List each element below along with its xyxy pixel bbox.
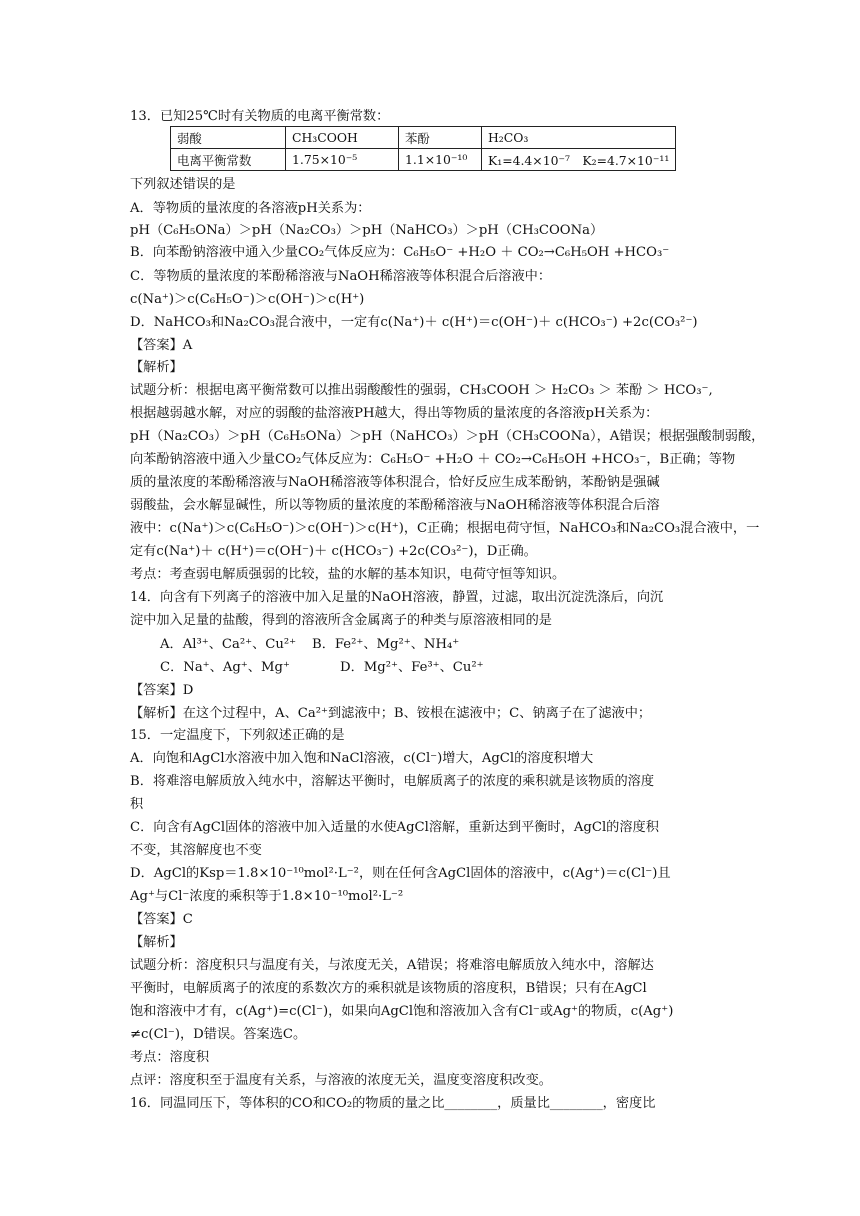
text-line: pH（Na₂CO₃）＞pH（C₆H₅ONa）＞pH（NaHCO₃）＞pH（CH₃COONa），A错误；根据强酸制弱酸，	[130, 429, 765, 444]
table-header-row	[171, 127, 676, 149]
q16-stem: 16．同温同压下，等体积的CO和CO₂的物质的量之比________，质量比________，密度比	[130, 1096, 656, 1111]
analysis-label: 【解析】	[130, 935, 183, 950]
text-line: 弱酸盐，会水解显碱性，所以等物质的量浓度的苯酚稀溶液与NaOH稀溶液等体积混合后溶	[130, 498, 660, 513]
table-cell: 苯酚	[399, 127, 482, 149]
q15-stem: 15．一定温度下，下列叙述正确的是	[130, 728, 345, 743]
text-line: 液中：c(Na⁺)＞c(C₆H₅O⁻)＞c(OH⁻)＞c(H⁺)，C正确；根据电荷守恒，NaHCO₃和Na₂CO₃混合液中，一	[130, 521, 760, 536]
text-line: 点评：溶度积至于温度有关系，与溶液的浓度无关，温度变溶度积改变。	[130, 1073, 552, 1088]
text-line: 试题分析：根据电离平衡常数可以推出弱酸酸性的强弱，CH₃COOH ＞ H₂CO₃ ＞ 苯酚 ＞ HCO₃⁻,	[130, 383, 713, 398]
text-line: 考点：溶度积	[130, 1050, 210, 1065]
text-line: 质的量浓度的苯酚稀溶液与NaOH稀溶液等体积混合，恰好反应生成苯酚钠，苯酚钠是强碱	[130, 475, 660, 490]
q14-stem: 14．向含有下列离子的溶液中加入足量的NaOH溶液，静置，过滤，取出沉淀洗涤后，向沉	[130, 590, 664, 605]
analysis-label: 【解析】	[130, 360, 183, 375]
text-line: A．等物质的量浓度的各溶液pH关系为：	[130, 201, 371, 216]
text-line: 考点：考查弱电解质强弱的比较，盐的水解的基本知识，电荷守恒等知识。	[130, 567, 566, 582]
answer-label: 【答案】A	[130, 338, 193, 353]
text-line: ≠c(Cl⁻)，D错误。答案选C。	[130, 1027, 307, 1042]
text-line: C．向含有AgCl固体的溶液中加入适量的水使AgCl溶解，重新达到平衡时，AgCl的溶度积	[130, 820, 659, 835]
text-line: A．向饱和AgCl水溶液中加入饱和NaCl溶液，c(Cl⁻)增大，AgCl的溶度积增大	[130, 751, 594, 766]
answer-label: 【答案】C	[130, 912, 193, 927]
option-b: B．Fe²⁺、Mg²⁺、NH₄⁺	[312, 637, 460, 652]
text-line: 积	[130, 797, 144, 812]
text-line: 向苯酚钠溶液中通入少量CO₂气体反应为：C₆H₅O⁻ +H₂O ＋ CO₂→C₆H₅OH +HCO₃⁻，B正确；等物	[130, 452, 736, 467]
text-line: Ag⁺与Cl⁻浓度的乘积等于1.8×10⁻¹⁰mol²·L⁻²	[130, 889, 404, 904]
text-line: 根据越弱越水解，对应的弱酸的盐溶液PH越大，得出等物质的量浓度的各溶液pH关系为：	[130, 406, 659, 421]
text-line: B．将难溶电解质放入纯水中，溶解达平衡时，电解质离子的浓度的乘积就是该物质的溶度	[130, 774, 654, 789]
ionization-constants-table	[170, 126, 676, 171]
answer-label: 【答案】D	[130, 683, 194, 698]
text-line: D．NaHCO₃和Na₂CO₃混合液中，一定有c(Na⁺)＋ c(H⁺)＝c(OH⁻)＋ c(HCO₃⁻) +2c(CO₃²⁻)	[130, 315, 698, 330]
text-line: 不变，其溶解度也不变	[130, 843, 262, 858]
text-line: 试题分析：溶度积只与温度有关，与浓度无关，A错误；将难溶电解质放入纯水中，溶解达	[130, 958, 654, 973]
q13-stem: 13．已知25℃时有关物质的电离平衡常数：	[130, 109, 390, 124]
table-cell: K₁=4.4×10⁻⁷ K₂=4.7×10⁻¹¹	[482, 149, 676, 171]
option-a: A．Al³⁺、Ca²⁺、Cu²⁺	[160, 637, 297, 652]
text-line: 平衡时，电解质离子的浓度的系数次方的乘积就是该物质的溶度积，B错误；只有在AgCl	[130, 981, 647, 996]
table-cell: H₂CO₃	[482, 127, 676, 149]
text-line: 下列叙述错误的是	[130, 177, 236, 192]
table-cell: CH₃COOH	[286, 127, 399, 149]
text-line: 饱和溶液中才有，c(Ag⁺)=c(Cl⁻)，如果向AgCl饱和溶液加入含有Cl⁻或Ag⁺的物质，c(Ag⁺)	[130, 1004, 674, 1019]
option-c: C．Na⁺、Ag⁺、Mg⁺	[160, 660, 290, 675]
analysis-label: 【解析】在这个过程中，A、Ca²⁺到滤液中；B、铵根在滤液中；C、钠离子在了滤液中；	[130, 706, 652, 721]
text-line: c(Na⁺)＞c(C₆H₅O⁻)＞c(OH⁻)＞c(H⁺)	[130, 292, 365, 307]
text-line: B．向苯酚钠溶液中通入少量CO₂气体反应为：C₆H₅O⁻ +H₂O ＋ CO₂→C₆H₅OH +HCO₃⁻	[130, 245, 670, 260]
q14-stem: 淀中加入足量的盐酸，得到的溶液所含金属离子的种类与原溶液相同的是	[130, 613, 552, 628]
text-line: pH（C₆H₅ONa）＞pH（Na₂CO₃）＞pH（NaHCO₃）＞pH（CH₃COONa）	[130, 223, 604, 238]
option-d: D．Mg²⁺、Fe³⁺、Cu²⁺	[340, 660, 484, 675]
table-cell: 电离平衡常数	[171, 149, 286, 171]
table-cell: 1.1×10⁻¹⁰	[399, 149, 482, 171]
table-cell: 1.75×10⁻⁵	[286, 149, 399, 171]
table-cell: 弱酸	[171, 127, 286, 149]
table-row	[171, 149, 676, 171]
text-line: C．等物质的量浓度的苯酚稀溶液与NaOH稀溶液等体积混合后溶液中：	[130, 269, 552, 284]
text-line: 定有c(Na⁺)＋ c(H⁺)＝c(OH⁻)＋ c(HCO₃⁻) +2c(CO₃²⁻)，D正确。	[130, 544, 537, 559]
text-line: D．AgCl的Ksp＝1.8×10⁻¹⁰mol²·L⁻²，则在任何含AgCl固体的溶液中，c(Ag⁺)＝c(Cl⁻)且	[130, 866, 671, 881]
